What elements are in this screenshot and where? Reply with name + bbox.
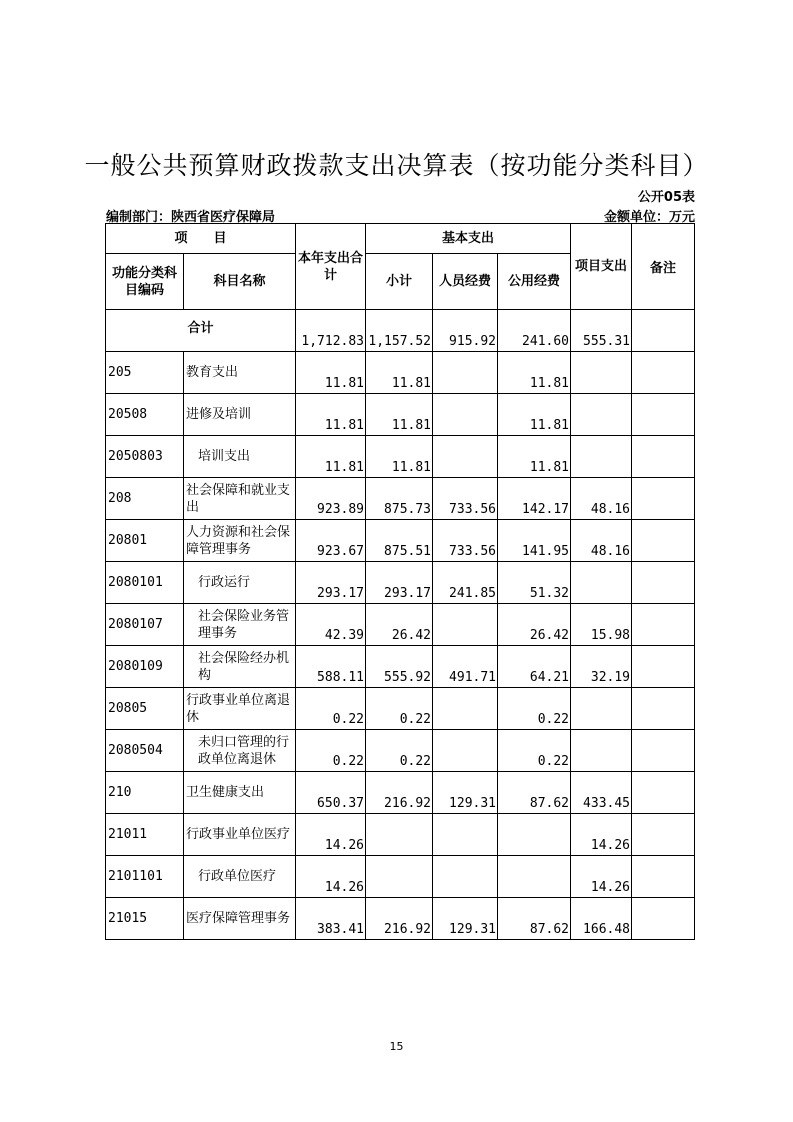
row-subject-name: 未归口管理的行政单位离退休 <box>184 730 296 772</box>
row-project: 166.48 <box>571 898 632 940</box>
row-subject-name: 行政事业单位离退休 <box>184 688 296 730</box>
total-personnel: 915.92 <box>433 310 498 352</box>
header-func-code: 功能分类科目编码 <box>106 254 184 310</box>
table-row <box>106 646 695 688</box>
header-basic: 基本支出 <box>366 224 571 254</box>
header-subject-name: 科目名称 <box>184 254 296 310</box>
row-annual: 11.81 <box>296 352 366 394</box>
table-row <box>106 352 695 394</box>
row-public: 64.21 <box>498 646 571 688</box>
row-subtotal <box>366 814 433 856</box>
budget-table <box>105 223 695 940</box>
row-note <box>632 772 695 814</box>
row-subtotal <box>366 856 433 898</box>
row-subject-name: 行政运行 <box>184 562 296 604</box>
row-annual: 383.41 <box>296 898 366 940</box>
total-label: 合计 <box>106 310 296 352</box>
row-annual: 0.22 <box>296 688 366 730</box>
row-annual: 42.39 <box>296 604 366 646</box>
row-public: 26.42 <box>498 604 571 646</box>
row-code: 2080101 <box>106 562 184 604</box>
row-personnel <box>433 814 498 856</box>
form-code: 公开05表 <box>637 190 695 205</box>
row-subject-name: 社会保险业务管理事务 <box>184 604 296 646</box>
row-code: 2080109 <box>106 646 184 688</box>
total-annual: 1,712.83 <box>296 310 366 352</box>
row-public: 11.81 <box>498 436 571 478</box>
row-note <box>632 688 695 730</box>
total-public: 241.60 <box>498 310 571 352</box>
table-row <box>106 520 695 562</box>
row-public: 141.95 <box>498 520 571 562</box>
row-code: 210 <box>106 772 184 814</box>
header-project: 项目支出 <box>571 224 632 310</box>
row-annual: 650.37 <box>296 772 366 814</box>
table-row <box>106 604 695 646</box>
table-row <box>106 562 695 604</box>
row-note <box>632 394 695 436</box>
row-subject-name: 行政单位医疗 <box>184 856 296 898</box>
row-public: 11.81 <box>498 352 571 394</box>
row-subject-name: 进修及培训 <box>184 394 296 436</box>
row-code: 2101101 <box>106 856 184 898</box>
row-personnel: 733.56 <box>433 520 498 562</box>
table-row <box>106 772 695 814</box>
header-note: 备注 <box>632 224 695 310</box>
row-subtotal: 875.73 <box>366 478 433 520</box>
row-subtotal: 11.81 <box>366 352 433 394</box>
row-subject-name: 培训支出 <box>184 436 296 478</box>
row-annual: 923.67 <box>296 520 366 562</box>
row-personnel <box>433 394 498 436</box>
row-subject-name: 社会保险经办机构 <box>184 646 296 688</box>
row-subject-name: 卫生健康支出 <box>184 772 296 814</box>
header-public: 公用经费 <box>498 254 571 310</box>
row-personnel: 129.31 <box>433 898 498 940</box>
row-public: 11.81 <box>498 394 571 436</box>
row-note <box>632 898 695 940</box>
row-subtotal: 216.92 <box>366 772 433 814</box>
row-note <box>632 352 695 394</box>
row-code: 20805 <box>106 688 184 730</box>
row-subtotal: 0.22 <box>366 730 433 772</box>
total-subtotal: 1,157.52 <box>366 310 433 352</box>
row-code: 205 <box>106 352 184 394</box>
row-personnel <box>433 604 498 646</box>
row-annual: 923.89 <box>296 478 366 520</box>
row-project <box>571 688 632 730</box>
row-code: 21015 <box>106 898 184 940</box>
row-subject-name: 教育支出 <box>184 352 296 394</box>
row-project: 14.26 <box>571 856 632 898</box>
row-code: 20801 <box>106 520 184 562</box>
row-project: 433.45 <box>571 772 632 814</box>
row-subtotal: 555.92 <box>366 646 433 688</box>
header-subtotal: 小计 <box>366 254 433 310</box>
row-project <box>571 352 632 394</box>
total-row <box>106 310 695 352</box>
table-row <box>106 898 695 940</box>
row-annual: 11.81 <box>296 394 366 436</box>
unit-label: 金额单位：万元 <box>603 210 695 225</box>
row-code: 2080107 <box>106 604 184 646</box>
row-subtotal: 0.22 <box>366 688 433 730</box>
total-project: 555.31 <box>571 310 632 352</box>
table-row <box>106 730 695 772</box>
row-project: 48.16 <box>571 478 632 520</box>
header-item: 项 目 <box>106 224 296 254</box>
row-subtotal: 11.81 <box>366 436 433 478</box>
row-project <box>571 394 632 436</box>
row-annual: 588.11 <box>296 646 366 688</box>
row-public: 87.62 <box>498 898 571 940</box>
row-project <box>571 730 632 772</box>
row-personnel <box>433 352 498 394</box>
row-subtotal: 26.42 <box>366 604 433 646</box>
row-personnel: 733.56 <box>433 478 498 520</box>
table-row <box>106 814 695 856</box>
row-project: 15.98 <box>571 604 632 646</box>
row-project <box>571 562 632 604</box>
row-public <box>498 856 571 898</box>
row-subtotal: 293.17 <box>366 562 433 604</box>
row-public: 142.17 <box>498 478 571 520</box>
table-row <box>106 688 695 730</box>
page-title: 一般公共预算财政拨款支出决算表（按功能分类科目） <box>84 151 709 180</box>
row-note <box>632 478 695 520</box>
row-public: 51.32 <box>498 562 571 604</box>
row-personnel: 129.31 <box>433 772 498 814</box>
row-note <box>632 520 695 562</box>
row-personnel: 491.71 <box>433 646 498 688</box>
row-annual: 0.22 <box>296 730 366 772</box>
row-subject-name: 行政事业单位医疗 <box>184 814 296 856</box>
row-note <box>632 856 695 898</box>
row-public: 0.22 <box>498 730 571 772</box>
header-annual-total: 本年支出合计 <box>296 224 366 310</box>
table-row <box>106 856 695 898</box>
row-note <box>632 646 695 688</box>
row-note <box>632 730 695 772</box>
row-note <box>632 436 695 478</box>
row-public: 87.62 <box>498 772 571 814</box>
row-personnel <box>433 856 498 898</box>
row-note <box>632 814 695 856</box>
page-number: 15 <box>389 1040 404 1053</box>
row-personnel <box>433 436 498 478</box>
row-subtotal: 216.92 <box>366 898 433 940</box>
row-project: 14.26 <box>571 814 632 856</box>
row-personnel <box>433 688 498 730</box>
row-code: 2080504 <box>106 730 184 772</box>
row-annual: 14.26 <box>296 856 366 898</box>
row-project <box>571 436 632 478</box>
row-note <box>632 562 695 604</box>
row-note <box>632 604 695 646</box>
row-code: 2050803 <box>106 436 184 478</box>
row-subject-name: 社会保障和就业支出 <box>184 478 296 520</box>
row-annual: 14.26 <box>296 814 366 856</box>
row-code: 20508 <box>106 394 184 436</box>
table-row <box>106 394 695 436</box>
row-personnel <box>433 730 498 772</box>
row-project: 48.16 <box>571 520 632 562</box>
row-subject-name: 人力资源和社会保障管理事务 <box>184 520 296 562</box>
row-annual: 11.81 <box>296 436 366 478</box>
row-subtotal: 11.81 <box>366 394 433 436</box>
row-project: 32.19 <box>571 646 632 688</box>
row-annual: 293.17 <box>296 562 366 604</box>
row-code: 208 <box>106 478 184 520</box>
row-personnel: 241.85 <box>433 562 498 604</box>
row-subtotal: 875.51 <box>366 520 433 562</box>
table-row <box>106 436 695 478</box>
row-code: 21011 <box>106 814 184 856</box>
department-label: 编制部门：陕西省医疗保障局 <box>106 210 276 225</box>
total-note <box>632 310 695 352</box>
row-public: 0.22 <box>498 688 571 730</box>
row-subject-name: 医疗保障管理事务 <box>184 898 296 940</box>
row-public <box>498 814 571 856</box>
table-row <box>106 478 695 520</box>
header-personnel: 人员经费 <box>433 254 498 310</box>
